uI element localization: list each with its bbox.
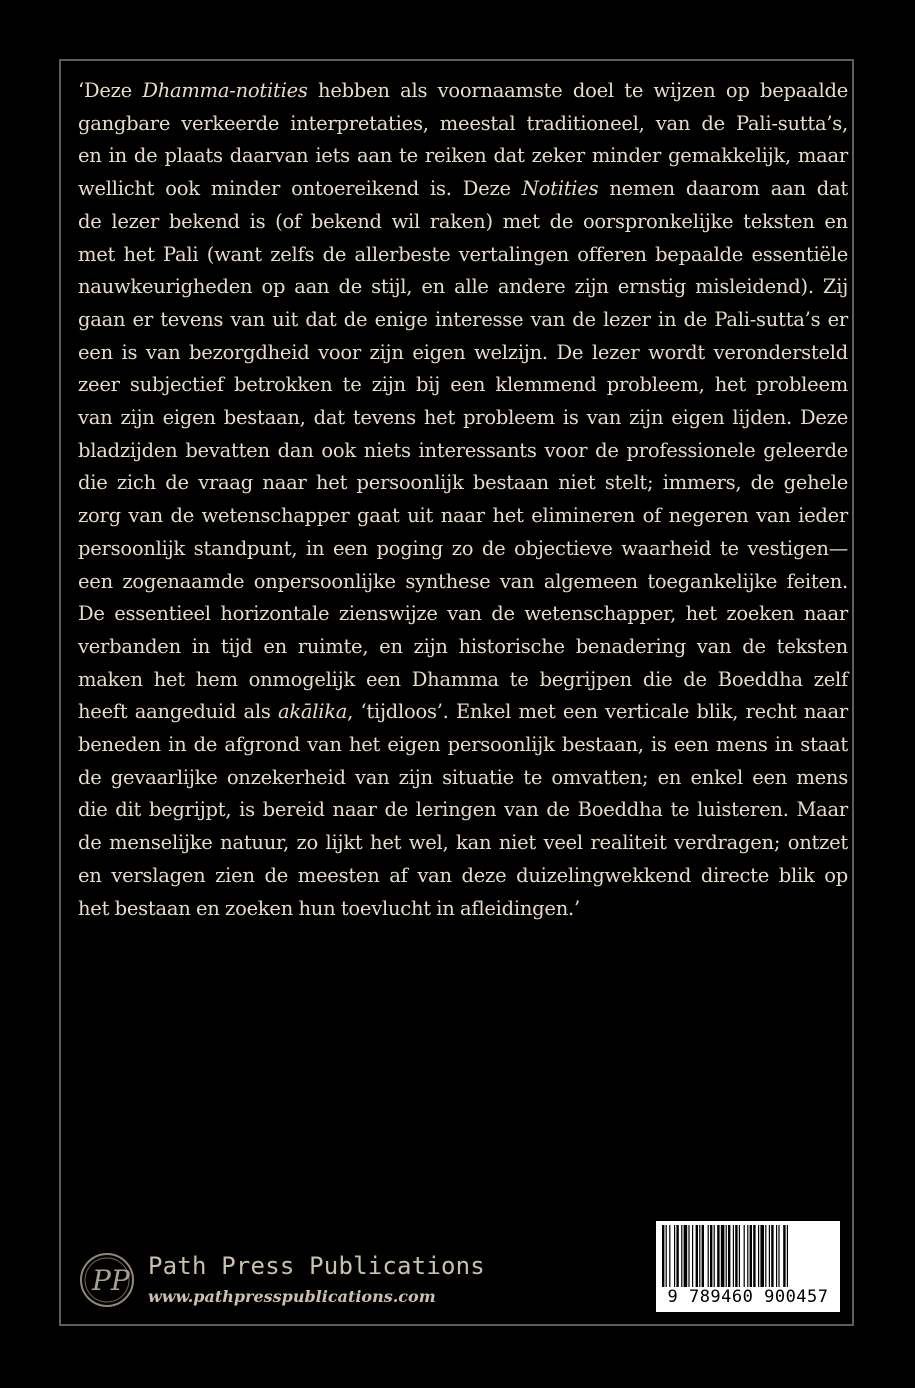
publisher-url: www.pathpresspublications.com (148, 1287, 436, 1306)
blurb-line (78, 827, 848, 860)
publisher-name: Path Press Publications (148, 1252, 485, 1280)
barcode-bar (676, 1225, 678, 1287)
barcode-bar (747, 1225, 748, 1287)
publisher-block (78, 1250, 518, 1314)
barcode-bar (778, 1225, 779, 1287)
blurb-line (78, 369, 848, 402)
blurb-line (78, 598, 848, 631)
blurb-line (78, 467, 848, 500)
barcode-bar (674, 1225, 675, 1287)
barcode-bar (783, 1225, 785, 1287)
blurb-text: hebben als voornaamste doel te wijzen op bepaalde (307, 79, 848, 102)
barcode-bar (708, 1225, 709, 1287)
blurb-italic-term: akālika (277, 700, 348, 724)
blurb-line (78, 75, 848, 108)
logo-letters: PP (92, 1264, 130, 1297)
barcode-bar (717, 1225, 719, 1287)
barcode-bar (771, 1225, 773, 1287)
barcode-bar (666, 1225, 667, 1287)
blurb-italic-term: Dhamma-notities (142, 79, 308, 102)
blurb-line (78, 271, 848, 304)
blurb-text: de menselijke natuur, zo lijkt het wel, kan niet veel realiteit verdragen; ontzet (78, 831, 848, 855)
blurb-line (78, 402, 848, 435)
pp-monogram-icon (78, 1250, 136, 1310)
blurb-text: persoonlijk standpunt, in een poging zo de objectieve waarheid te vestigen— (78, 536, 848, 560)
barcode-icon (662, 1225, 834, 1287)
blurb-text: wellicht ook minder ontoereikend is. Deze (78, 177, 522, 201)
barcode-bar (702, 1225, 704, 1287)
blurb-text: , ‘tijdloos’. Enkel met een verticale blik, recht naar (347, 700, 848, 724)
blurb-line (78, 304, 848, 337)
blurb-line (78, 239, 848, 272)
barcode-bar (733, 1225, 734, 1287)
blurb-text: ‘Deze (78, 79, 143, 102)
blurb-line (78, 893, 848, 926)
blurb-line (78, 173, 848, 206)
blurb-text: zeer subjectief betrokken te zijn bij een klemmend probleem, het probleem (78, 373, 848, 397)
blurb-italic-term: Notities (521, 177, 599, 201)
blurb-text: de gevaarlijke onzekerheid van zijn situatie te omvatten; en enkel een mens (78, 765, 848, 789)
barcode-bar (765, 1225, 766, 1287)
blurb-line (78, 108, 848, 141)
barcode-bar (750, 1225, 752, 1287)
blurb-line (78, 435, 848, 468)
blurb-line (78, 729, 848, 762)
blurb-text: het bestaan en zoeken hun toevlucht in afleidingen.’ (78, 896, 580, 920)
barcode-bar (787, 1225, 788, 1287)
barcode-bar (692, 1225, 693, 1287)
barcode-bar (744, 1225, 745, 1287)
isbn-number: 9 789460 900457 (667, 1287, 829, 1307)
blurb-text: gaan er tevens van uit dat de enige interesse van de lezer in de Pali-sutta’s er (78, 307, 848, 331)
barcode-bar (681, 1225, 682, 1287)
blurb-text: een is van bezorgdheid voor zijn eigen welzijn. De lezer wordt verondersteld (78, 340, 848, 364)
back-cover-blurb (78, 75, 848, 925)
blurb-line (78, 206, 848, 239)
barcode-bar (735, 1225, 737, 1287)
barcode-bar (714, 1225, 715, 1287)
blurb-line (78, 566, 848, 599)
blurb-text: en verslagen zien de meesten af van deze duizelingwekkend directe blik op (78, 863, 848, 887)
blurb-line (78, 860, 848, 893)
blurb-line (78, 533, 848, 566)
blurb-text: De essentieel horizontale zienswijze van de wetenschapper, het zoeken naar (78, 602, 848, 626)
blurb-line (78, 500, 848, 533)
blurb-text: en in de plaats daarvan iets aan te reiken dat zeker minder gemakkelijk, maar (78, 144, 848, 168)
barcode-bar (696, 1225, 698, 1287)
barcode-bar (688, 1225, 689, 1287)
blurb-text: een zogenaamde onpersoonlijke synthese van algemeen toegankelijke feiten. (78, 569, 848, 593)
blurb-line (78, 794, 848, 827)
barcode-bar (739, 1225, 740, 1287)
blurb-text: die dit begrijpt, is bereid naar de leringen van de Boeddha te luisteren. Maar (78, 798, 848, 822)
barcode-bar (721, 1225, 725, 1287)
barcode-bar (753, 1225, 755, 1287)
barcode-bar (728, 1225, 730, 1287)
blurb-text: gangbare verkeerde interpretaties, meestal traditioneel, van de Pali-sutta’s, (78, 111, 848, 135)
blurb-text: van zijn eigen bestaan, dat tevens het probleem is van zijn eigen lijden. Deze (78, 406, 848, 430)
blurb-line (78, 140, 848, 173)
barcode-bar (662, 1225, 664, 1287)
isbn-barcode (656, 1221, 840, 1312)
barcode-bar (760, 1225, 764, 1287)
blurb-text: bladzijden bevatten dan ook niets interessants voor de professionele geleerde (78, 438, 848, 462)
barcode-bar (769, 1225, 770, 1287)
barcode-bar (684, 1225, 688, 1287)
blurb-line (78, 337, 848, 370)
barcode-bar (699, 1225, 700, 1287)
blurb-text: heeft aangeduid als (78, 700, 278, 724)
barcode-bar (710, 1225, 712, 1287)
blurb-line (78, 762, 848, 795)
barcode-bar (758, 1225, 759, 1287)
blurb-text: maken het hem onmogelijk een Dhamma te begrijpen die de Boeddha zelf (78, 667, 848, 691)
blurb-text: nemen daarom aan dat (598, 177, 849, 201)
blurb-text: nauwkeurigheden op aan de stijl, en alle andere zijn ernstig misleidend). Zij (78, 275, 848, 299)
barcode-bar (776, 1225, 777, 1287)
blurb-text: de lezer bekend is (of bekend wil raken) met de oorspronkelijke teksten en (78, 209, 848, 233)
barcode-bar (726, 1225, 727, 1287)
blurb-line (78, 696, 848, 729)
blurb-line (78, 631, 848, 664)
blurb-text: verbanden in tijd en ruimte, en zijn historische benadering van de teksten (78, 634, 848, 658)
blurb-text: beneden in de afgrond van het eigen persoonlijk bestaan, is een mens in staat (78, 733, 848, 757)
blurb-text: zorg van de wetenschapper gaat uit naar het elimineren of negeren van ieder (78, 504, 848, 528)
blurb-line (78, 664, 848, 697)
blurb-text: die zich de vraag naar het persoonlijk bestaan niet stelt; immers, de gehele (78, 471, 848, 495)
barcode-bar (669, 1225, 670, 1287)
blurb-text: met het Pali (want zelfs de allerbeste vertalingen offeren bepaalde essentiële (78, 242, 848, 266)
